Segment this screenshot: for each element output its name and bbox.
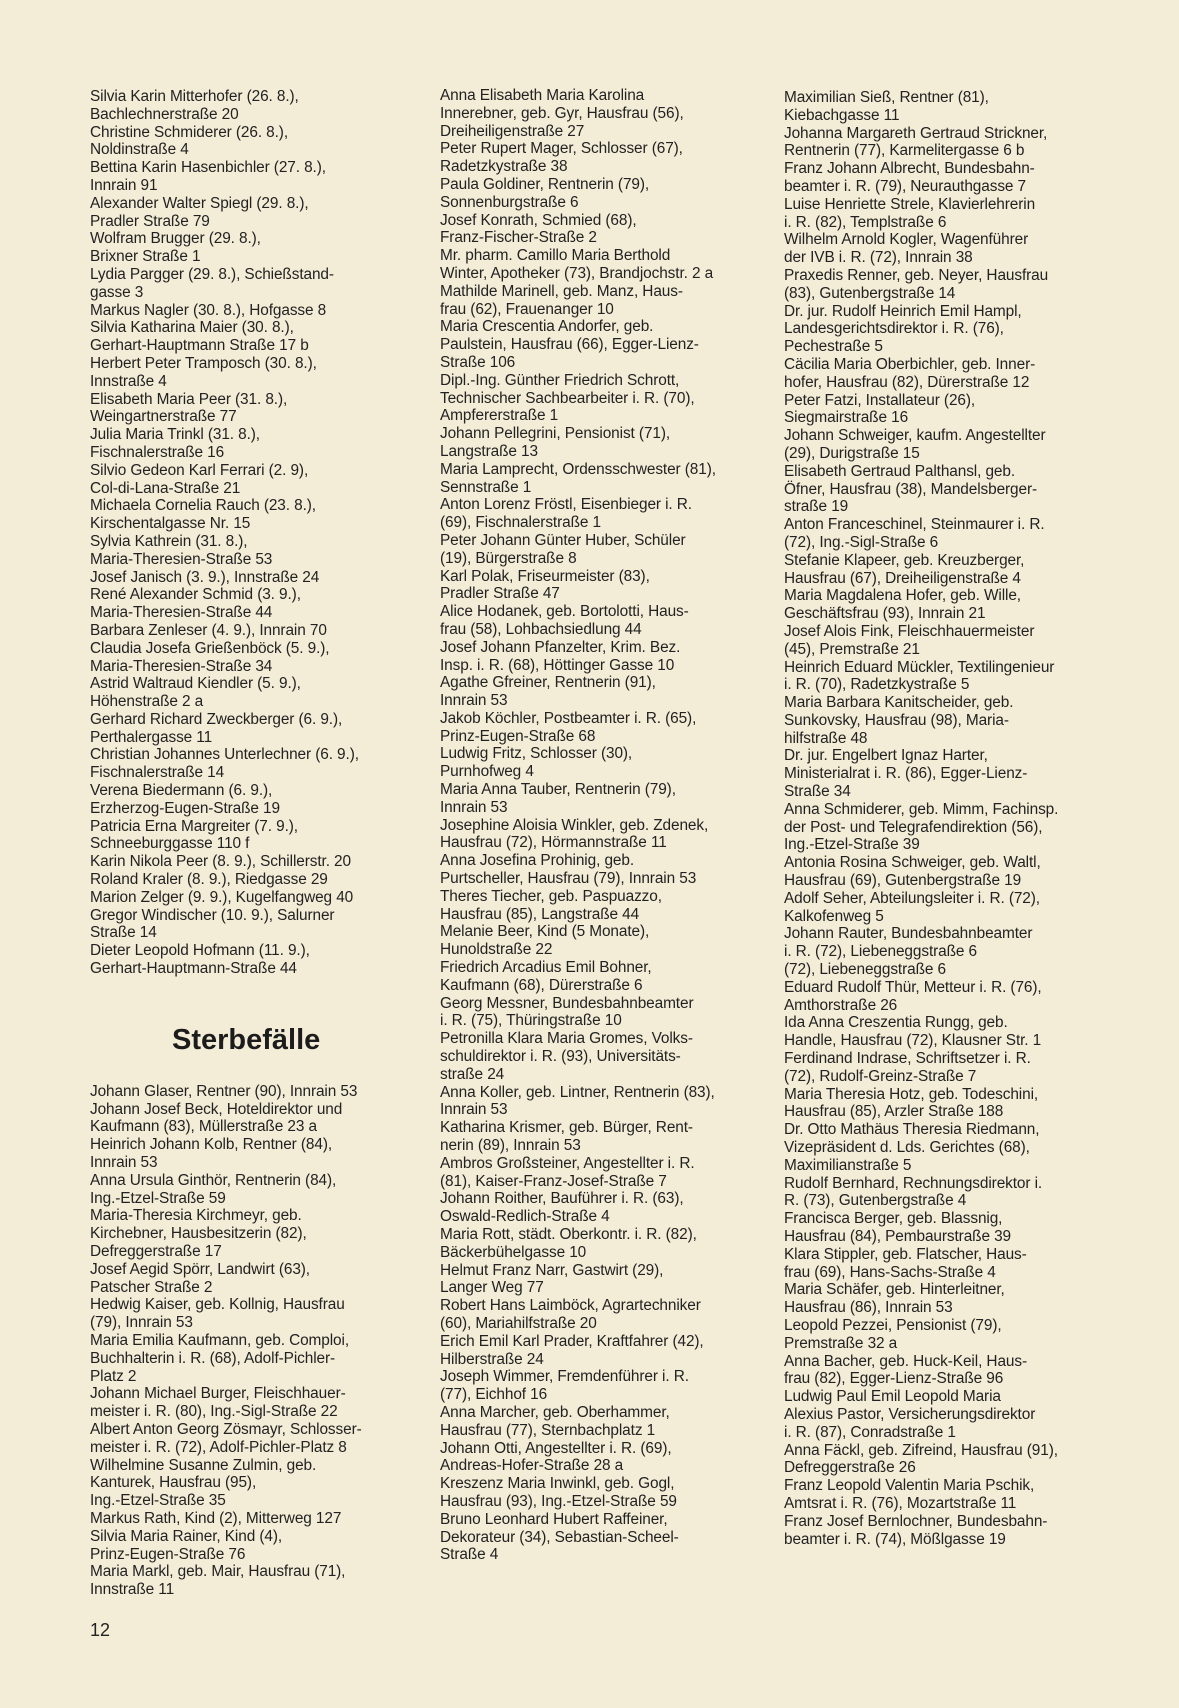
text-line: Paulstein, Hausfrau (66), Egger-Lienz- — [440, 336, 699, 354]
text-line: frau (58), Lohbachsiedlung 44 — [440, 620, 642, 638]
text-line: Albert Anton Georg Zösmayr, Schlosser- — [90, 1420, 362, 1438]
death-list-part-1 — [90, 1083, 430, 1599]
text-line: Hausfrau (85), Langstraße 44 — [440, 905, 640, 923]
text-line: Anna Elisabeth Maria Karolina — [440, 87, 645, 104]
text-line: Andreas-Hofer-Straße 28 a — [440, 1457, 624, 1475]
text-line: René Alexander Schmid (3. 9.), — [90, 586, 301, 604]
text-line: (69), Fischnalerstraße 1 — [440, 514, 601, 532]
text-line: Maximilian Sieß, Rentner (81), — [784, 89, 989, 106]
text-line: (83), Gutenbergstraße 14 — [784, 284, 956, 302]
text-line: meister i. R. (80), Ing.-Sigl-Straße 22 — [90, 1403, 338, 1421]
text-line: Wilhelmine Susanne Zulmin, geb. — [90, 1456, 317, 1474]
text-line: Premstraße 32 a — [784, 1334, 898, 1352]
text-line: Johann Schweiger, kaufm. Angestellter — [784, 427, 1046, 445]
text-line: Kanturek, Hausfrau (95), — [90, 1474, 257, 1492]
text-line: Winter, Apotheker (73), Brandjochstr. 2 a — [440, 264, 714, 282]
text-line: Ing.-Etzel-Straße 35 — [90, 1492, 226, 1510]
text-line: Bäckerbühelgasse 10 — [440, 1243, 587, 1261]
text-line: (72), Liebeneggstraße 6 — [784, 961, 946, 979]
text-line: Innerebner, geb. Gyr, Hausfrau (56), — [440, 104, 684, 122]
text-line: Jakob Köchler, Postbeamter i. R. (65), — [440, 709, 697, 727]
text-line: Michaela Cornelia Rauch (23. 8.), — [90, 497, 316, 515]
text-line: Peter Fatzi, Installateur (26), — [784, 391, 976, 409]
text-line: (72), Ing.-Sigl-Straße 6 — [784, 533, 939, 551]
text-line: Defreggerstraße 17 — [90, 1243, 222, 1261]
text-line: Ampfererstraße 1 — [440, 407, 559, 425]
text-line: Maria-Theresia Kirchmeyr, geb. — [90, 1207, 302, 1225]
text-line: Anna Schmiderer, geb. Mimm, Fachinsp. — [784, 800, 1059, 818]
text-line: R. (73), Gutenbergstraße 4 — [784, 1192, 967, 1210]
text-line: Innrain 91 — [90, 176, 158, 194]
text-line: Defreggerstraße 26 — [784, 1459, 916, 1477]
text-line: meister i. R. (72), Adolf-Pichler-Platz 8 — [90, 1438, 347, 1456]
text-line: Ministerialrat i. R. (86), Egger-Lienz- — [784, 765, 1028, 783]
text-line: Franz Leopold Valentin Maria Pschik, — [784, 1477, 1035, 1495]
text-line: Adolf Seher, Abteilungsleiter i. R. (72), — [784, 889, 1040, 907]
text-line: Platz 2 — [90, 1367, 137, 1385]
text-line: Josef Johann Pfanzelter, Krim. Bez. — [440, 638, 681, 656]
text-line: Maria Emilia Kaufmann, geb. Comploi, — [90, 1332, 350, 1349]
text-line: Maria Rott, städt. Oberkontr. i. R. (82), — [440, 1226, 697, 1243]
text-line: Maximilianstraße 5 — [784, 1156, 912, 1174]
text-line: Pechestraße 5 — [784, 338, 883, 356]
text-line: Bruno Leonhard Hubert Raffeiner, — [440, 1510, 668, 1528]
text-line: Anna Koller, geb. Lintner, Rentnerin (83), — [440, 1083, 715, 1101]
text-line: Franz Johann Albrecht, Bundesbahn- — [784, 160, 1035, 178]
text-line: (19), Bürgerstraße 8 — [440, 549, 577, 567]
birth-list — [90, 88, 430, 978]
text-line: Hausfrau (84), Pembaurstraße 39 — [784, 1228, 1012, 1245]
text-line: Dreiheiligenstraße 27 — [440, 122, 585, 140]
text-line: (29), Durigstraße 15 — [784, 444, 920, 462]
text-line: Wolfram Brugger (29. 8.), — [90, 230, 261, 248]
text-line: Alice Hodanek, geb. Bortolotti, Haus- — [440, 603, 689, 621]
text-line: Helmut Franz Narr, Gastwirt (29), — [440, 1261, 664, 1279]
text-line: Elisabeth Maria Peer (31. 8.), — [90, 390, 288, 408]
text-line: Handle, Hausfrau (72), Klausner Str. 1 — [784, 1032, 1042, 1050]
text-line: Herbert Peter Tramposch (30. 8.), — [90, 354, 317, 372]
text-line: Josef Janisch (3. 9.), Innstraße 24 — [90, 568, 320, 586]
text-line: gasse 3 — [90, 283, 144, 301]
text-line: Petronilla Klara Maria Gromes, Volks- — [440, 1030, 693, 1048]
text-line: Josef Aegid Spörr, Landwirt (63), — [90, 1260, 310, 1278]
text-line: Maria-Theresien-Straße 53 — [90, 550, 273, 568]
text-line: Hunoldstraße 22 — [440, 941, 553, 959]
text-line: Dieter Leopold Hofmann (11. 9.), — [90, 942, 310, 960]
text-line: der IVB i. R. (72), Innrain 38 — [784, 249, 973, 267]
text-line: Pradler Straße 47 — [440, 585, 560, 603]
text-line: Vizepräsident d. Lds. Gerichtes (68), — [784, 1139, 1030, 1157]
text-line: Klara Stippler, geb. Flatscher, Haus- — [784, 1245, 1027, 1263]
text-line: Brixner Straße 1 — [90, 248, 201, 266]
text-line: Fischnalerstraße 14 — [90, 764, 225, 782]
text-line: Maria Crescentia Andorfer, geb. — [440, 318, 654, 336]
text-line: Luise Henriette Strele, Klavierlehrerin — [784, 195, 1036, 213]
text-line: Technischer Sachbearbeiter i. R. (70), — [440, 389, 695, 407]
text-line: Josef Konrath, Schmied (68), — [440, 211, 637, 229]
column-3 — [784, 89, 1114, 1548]
text-line: Maria Lamprecht, Ordensschwester (81), — [440, 460, 716, 478]
text-line: Anna Marcher, geb. Oberhammer, — [440, 1403, 670, 1421]
text-line: Mathilde Marinell, geb. Manz, Haus- — [440, 282, 683, 300]
text-line: frau (69), Hans-Sachs-Straße 4 — [784, 1263, 996, 1281]
text-line: Maria Markl, geb. Mair, Hausfrau (71), — [90, 1563, 346, 1581]
text-line: Hausfrau (77), Sternbachplatz 1 — [440, 1421, 656, 1439]
text-line: Silvio Gedeon Karl Ferrari (2. 9), — [90, 461, 309, 479]
text-line: Paula Goldiner, Rentnerin (79), — [440, 175, 650, 193]
text-line: (72), Rudolf-Greinz-Straße 7 — [784, 1067, 977, 1085]
text-line: Langer Weg 77 — [440, 1279, 544, 1297]
text-line: Lydia Pargger (29. 8.), Schießstand- — [90, 265, 334, 283]
text-line: Johanna Margareth Gertraud Strickner, — [784, 124, 1048, 142]
text-line: hofer, Hausfrau (82), Dürerstraße 12 — [784, 373, 1030, 391]
text-line: Kiebachgasse 11 — [784, 106, 900, 124]
text-line: Roland Kraler (8. 9.), Riedgasse 29 — [90, 871, 328, 889]
text-line: Wilhelm Arnold Kogler, Wagenführer — [784, 231, 1029, 249]
text-line: Karin Nikola Peer (8. 9.), Schillerstr. 20 — [90, 853, 351, 871]
text-line: Erich Emil Karl Prader, Kraftfahrer (42), — [440, 1332, 704, 1350]
text-line: straße 24 — [440, 1065, 505, 1083]
text-line: Hausfrau (72), Hörmannstraße 11 — [440, 834, 667, 852]
text-line: Gerhart-Hauptmann Straße 17 b — [90, 337, 309, 355]
text-line: Melanie Beer, Kind (5 Monate), — [440, 923, 650, 941]
column-2 — [440, 87, 785, 1564]
text-line: Friedrich Arcadius Emil Bohner, — [440, 959, 652, 977]
text-line: Maria-Theresien-Straße 34 — [90, 657, 273, 675]
text-line: Peter Rupert Mager, Schlosser (67), — [440, 140, 683, 158]
text-line: Kaufmann (83), Müllerstraße 23 a — [90, 1118, 317, 1136]
text-line: (79), Innrain 53 — [90, 1314, 193, 1332]
text-line: Straße 34 — [784, 783, 851, 801]
text-line: Innstraße 4 — [90, 372, 167, 390]
text-line: Innrain 53 — [440, 798, 508, 816]
text-line: Dipl.-Ing. Günther Friedrich Schrott, — [440, 371, 680, 389]
text-line: Öfner, Hausfrau (38), Mandelsberger- — [784, 480, 1038, 498]
text-line: Julia Maria Trinkl (31. 8.), — [90, 426, 260, 444]
text-line: Oswald-Redlich-Straße 4 — [440, 1208, 610, 1226]
text-line: i. R. (72), Liebeneggstraße 6 — [784, 943, 978, 961]
text-line: Innrain 53 — [440, 1101, 508, 1119]
text-line: Francisca Berger, geb. Blassnig, — [784, 1210, 1003, 1228]
text-line: Kreszenz Maria Inwinkl, geb. Gogl, — [440, 1475, 675, 1493]
text-line: Ing.-Etzel-Straße 59 — [90, 1189, 226, 1207]
text-line: nerin (89), Innrain 53 — [440, 1137, 581, 1155]
text-line: Johann Pellegrini, Pensionist (71), — [440, 425, 671, 443]
text-line: Anna Bacher, geb. Huck-Keil, Haus- — [784, 1352, 1027, 1370]
text-line: schuldirektor i. R. (93), Universitäts- — [440, 1048, 681, 1066]
text-line: Alexander Walter Spiegl (29. 8.), — [90, 194, 309, 212]
text-line: (60), Mariahilfstraße 20 — [440, 1314, 597, 1332]
text-line: Sunkovsky, Hausfrau (98), Maria- — [784, 711, 1009, 729]
text-line: Rentnerin (77), Karmelitergasse 6 b — [784, 142, 1025, 160]
text-line: Robert Hans Laimböck, Agrartechniker — [440, 1297, 701, 1315]
text-line: Praxedis Renner, geb. Neyer, Hausfrau — [784, 266, 1049, 284]
column-1 — [90, 88, 430, 1599]
text-line: Maria Magdalena Hofer, geb. Wille, — [784, 587, 1021, 605]
text-line: Purnhofweg 4 — [440, 763, 534, 781]
text-line: der Post- und Telegrafendirektion (56), — [784, 818, 1043, 836]
text-line: Anton Lorenz Fröstl, Eisenbieger i. R. — [440, 496, 692, 514]
text-line: Dekorateur (34), Sebastian-Scheel- — [440, 1528, 679, 1546]
text-line: Katharina Krismer, geb. Bürger, Rent- — [440, 1119, 693, 1137]
text-line: Johann Glaser, Rentner (90), Innrain 53 — [90, 1082, 358, 1100]
text-line: Verena Biedermann (6. 9.), — [90, 782, 273, 800]
text-line: Hausfrau (67), Dreiheiligenstraße 4 — [784, 569, 1021, 587]
text-line: Fischnalerstraße 16 — [90, 443, 225, 461]
text-line: Barbara Zenleser (4. 9.), Innrain 70 — [90, 621, 327, 639]
text-line: Innstraße 11 — [90, 1581, 175, 1599]
text-line: Col-di-Lana-Straße 21 — [90, 479, 241, 497]
text-line: i. R. (75), Thüringstraße 10 — [440, 1012, 622, 1030]
text-line: Hausfrau (85), Arzler Straße 188 — [784, 1103, 1004, 1121]
text-line: Hausfrau (93), Ing.-Etzel-Straße 59 — [440, 1492, 677, 1510]
text-line: Anna Ursula Ginthör, Rentnerin (84), — [90, 1171, 337, 1189]
text-line: Joseph Wimmer, Fremdenführer i. R. — [440, 1368, 689, 1386]
text-line: Anton Franceschinel, Steinmaurer i. R. — [784, 516, 1045, 534]
text-line: Maria Anna Tauber, Rentnerin (79), — [440, 781, 676, 799]
text-line: Mr. pharm. Camillo Maria Berthold — [440, 247, 671, 265]
text-line: Amtsrat i. R. (76), Mozartstraße 11 — [784, 1494, 1017, 1512]
text-line: Hausfrau (69), Gutenbergstraße 19 — [784, 872, 1022, 890]
text-line: Bachlechnerstraße 20 — [90, 105, 239, 123]
text-line: Anna Josefina Prohinig, geb. — [440, 852, 634, 870]
text-line: Innrain 53 — [440, 692, 508, 710]
text-line: Johann Rauter, Bundesbahnbeamter — [784, 925, 1033, 943]
text-line: Christian Johannes Unterlechner (6. 9.), — [90, 746, 359, 764]
text-line: Heinrich Eduard Mückler, Textilingenieur — [784, 658, 1055, 676]
text-line: Erzherzog-Eugen-Straße 19 — [90, 799, 280, 817]
text-line: Silvia Maria Rainer, Kind (4), — [90, 1527, 283, 1545]
text-line: Kirschentalgasse Nr. 15 — [90, 515, 251, 533]
text-line: Stefanie Klapeer, geb. Kreuzberger, — [784, 551, 1025, 569]
text-line: Josephine Aloisia Winkler, geb. Zdenek, — [440, 816, 709, 834]
text-line: Pradler Straße 79 — [90, 212, 210, 230]
text-line: Weingartnerstraße 77 — [90, 408, 237, 426]
text-line: Maria-Theresien-Straße 44 — [90, 604, 273, 622]
text-line: Bettina Karin Hasenbichler (27. 8.), — [90, 159, 326, 177]
text-line: Franz-Fischer-Straße 2 — [440, 229, 597, 247]
text-line: Höhenstraße 2 a — [90, 693, 204, 711]
text-line: Josef Alois Fink, Fleischhauermeister — [784, 622, 1035, 640]
text-line: Georg Messner, Bundesbahnbeamter — [440, 994, 694, 1012]
text-line: Ferdinand Indrase, Schriftsetzer i. R. — [784, 1050, 1031, 1068]
text-line: Patscher Straße 2 — [90, 1278, 213, 1296]
text-line: Schneeburggasse 110 f — [90, 835, 250, 853]
text-line: Maria Theresia Hotz, geb. Todeschini, — [784, 1085, 1039, 1103]
text-line: beamter i. R. (74), Mößlgasse 19 — [784, 1530, 1006, 1548]
text-line: Dr. jur. Engelbert Ignaz Harter, — [784, 747, 988, 765]
text-line: Noldinstraße 4 — [90, 141, 189, 159]
text-line: Amthorstraße 26 — [784, 996, 898, 1014]
text-line: Markus Rath, Kind (2), Mitterweg 127 — [90, 1509, 342, 1527]
text-line: Prinz-Eugen-Straße 76 — [90, 1545, 246, 1563]
text-line: Antonia Rosina Schweiger, geb. Waltl, — [784, 854, 1041, 872]
text-line: Astrid Waltraud Kiendler (5. 9.), — [90, 675, 301, 693]
text-line: Geschäftsfrau (93), Innrain 21 — [784, 605, 986, 623]
text-line: Ida Anna Creszentia Rungg, geb. — [784, 1014, 1008, 1032]
text-line: Siegmairstraße 16 — [784, 409, 909, 427]
text-line: Sylvia Kathrein (31. 8.), — [90, 532, 248, 550]
text-line: Patricia Erna Margreiter (7. 9.), — [90, 817, 298, 835]
text-line: Kirchebner, Hausbesitzerin (82), — [90, 1225, 307, 1243]
text-line: frau (62), Frauenanger 10 — [440, 300, 614, 318]
text-line: Christine Schmiderer (26. 8.), — [90, 123, 289, 141]
text-line: Cäcilia Maria Oberbichler, geb. Inner- — [784, 355, 1036, 373]
text-line: Sonnenburgstraße 6 — [440, 193, 579, 211]
text-line: Silvia Karin Mitterhofer (26. 8.), — [90, 88, 299, 105]
text-line: Langstraße 13 — [440, 442, 538, 460]
text-line: Gerhart-Hauptmann-Straße 44 — [90, 960, 297, 978]
text-line: Markus Nagler (30. 8.), Hofgasse 8 — [90, 301, 327, 319]
text-line: Claudia Josefa Grießenböck (5. 9.), — [90, 639, 330, 657]
text-line: Franz Josef Bernlochner, Bundesbahn- — [784, 1512, 1048, 1530]
text-line: Straße 4 — [440, 1546, 499, 1564]
text-line: Hedwig Kaiser, geb. Kollnig, Hausfrau — [90, 1296, 345, 1314]
text-line: Marion Zelger (9. 9.), Kugelfangweg 40 — [90, 888, 354, 906]
text-line: (77), Eichhof 16 — [440, 1386, 548, 1404]
text-line: Eduard Rudolf Thür, Metteur i. R. (76), — [784, 978, 1042, 996]
text-line: (45), Premstraße 21 — [784, 640, 920, 658]
text-line: Alexius Pastor, Versicherungsdirektor — [784, 1405, 1036, 1423]
text-line: Ambros Großsteiner, Angestellter i. R. — [440, 1154, 695, 1172]
text-line: Sennstraße 1 — [440, 478, 532, 496]
text-line: Ing.-Etzel-Straße 39 — [784, 836, 920, 854]
text-line: Silvia Katharina Maier (30. 8.), — [90, 319, 294, 337]
text-line: Heinrich Johann Kolb, Rentner (84), — [90, 1136, 333, 1154]
text-line: Straße 14 — [90, 924, 157, 942]
text-line: Kalkofenweg 5 — [784, 907, 884, 925]
text-line: frau (82), Egger-Lienz-Straße 96 — [784, 1370, 1004, 1388]
text-line: Elisabeth Gertraud Palthansl, geb. — [784, 462, 1016, 480]
text-line: Buchhalterin i. R. (68), Adolf-Pichler- — [90, 1349, 336, 1367]
text-line: Johann Josef Beck, Hoteldirektor und — [90, 1100, 343, 1118]
text-line: i. R. (82), Templstraße 6 — [784, 213, 947, 231]
text-line: Anna Fäckl, geb. Zifreind, Hausfrau (91), — [784, 1441, 1058, 1459]
text-line: Innrain 53 — [90, 1154, 158, 1172]
text-line: straße 19 — [784, 498, 849, 516]
text-line: i. R. (87), Conradstraße 1 — [784, 1423, 956, 1441]
text-line: (81), Kaiser-Franz-Josef-Straße 7 — [440, 1172, 667, 1190]
text-line: Leopold Pezzei, Pensionist (79), — [784, 1316, 1002, 1334]
text-line: Rudolf Bernhard, Rechnungsdirektor i. — [784, 1174, 1043, 1192]
page-number: 12 — [90, 1620, 111, 1640]
text-line: Maria Barbara Kanitscheider, geb. — [784, 694, 1014, 712]
text-line: Dr. Otto Mathäus Theresia Riedmann, — [784, 1121, 1040, 1139]
section-heading-sterbefaelle: Sterbefälle — [172, 1023, 321, 1056]
text-line: Insp. i. R. (68), Höttinger Gasse 10 — [440, 656, 675, 674]
text-line: Johann Roither, Bauführer i. R. (63), — [440, 1190, 684, 1208]
text-line: Radetzkystraße 38 — [440, 158, 568, 176]
text-line: Prinz-Eugen-Straße 68 — [440, 727, 596, 745]
text-line: Hilberstraße 24 — [440, 1350, 544, 1368]
text-line: Kaufmann (68), Dürerstraße 6 — [440, 976, 643, 994]
text-line: Agathe Gfreiner, Rentnerin (91), — [440, 674, 656, 692]
text-line: Johann Michael Burger, Fleischhauer- — [90, 1385, 346, 1403]
text-line: i. R. (70), Radetzkystraße 5 — [784, 676, 970, 694]
text-line: Peter Johann Günter Huber, Schüler — [440, 531, 686, 549]
text-line: Purtscheller, Hausfrau (79), Innrain 53 — [440, 870, 697, 888]
text-line: beamter i. R. (79), Neurauthgasse 7 — [784, 177, 1027, 195]
text-line: hilfstraße 48 — [784, 729, 868, 747]
text-line: Straße 106 — [440, 353, 516, 371]
text-line: Landesgerichtsdirektor i. R. (76), — [784, 320, 1004, 338]
text-line: Johann Otti, Angestellter i. R. (69), — [440, 1439, 672, 1457]
text-line: Theres Tiecher, geb. Paspuazzo, — [440, 887, 662, 905]
text-line: Ludwig Paul Emil Leopold Maria — [784, 1388, 1001, 1406]
text-line: Karl Polak, Friseurmeister (83), — [440, 567, 650, 585]
text-line: Dr. jur. Rudolf Heinrich Emil Hampl, — [784, 302, 1022, 320]
text-line: Maria Schäfer, geb. Hinterleitner, — [784, 1281, 1005, 1299]
text-line: Gerhard Richard Zweckberger (6. 9.), — [90, 710, 343, 728]
text-line: Ludwig Fritz, Schlosser (30), — [440, 745, 633, 763]
text-line: Perthalergasse 11 — [90, 728, 213, 746]
text-line: Gregor Windischer (10. 9.), Salurner — [90, 906, 335, 924]
text-line: Hausfrau (86), Innrain 53 — [784, 1299, 953, 1317]
